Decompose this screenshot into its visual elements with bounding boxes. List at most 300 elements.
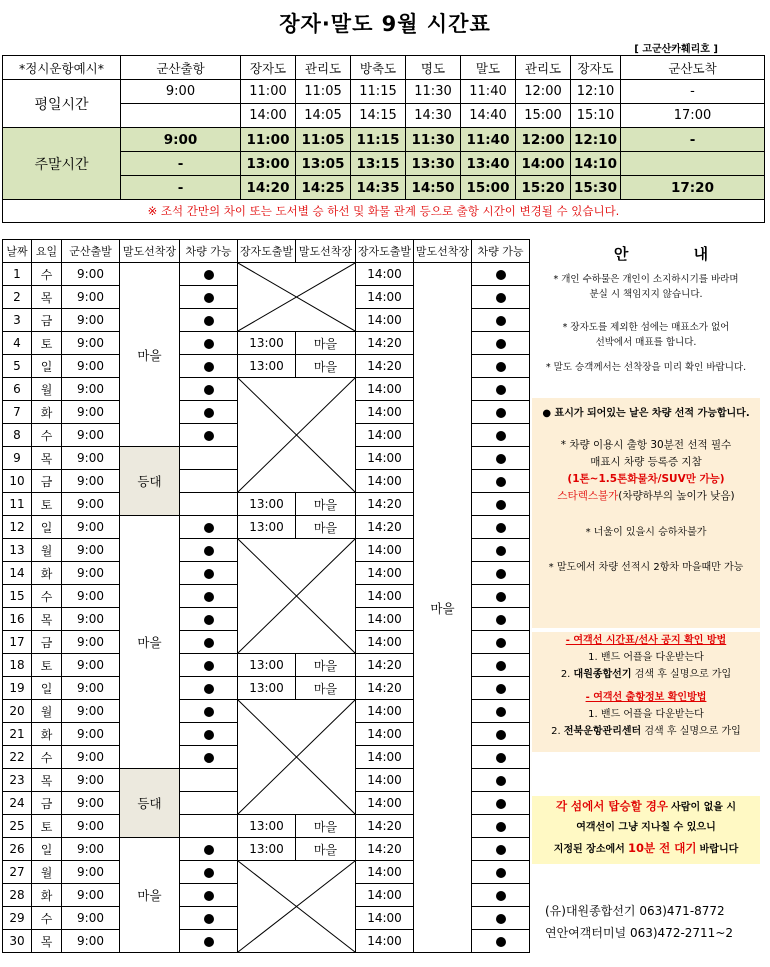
date-cell: 23 [3,769,32,792]
late-departure-cell: 14:00 [356,792,414,815]
late-dock-cell: 마을 [414,263,472,953]
departure-time-cell: 9:00 [62,447,120,470]
vehicle-available-cell [180,378,238,401]
vehicle-available-dot [204,569,214,579]
vehicle-available-cell [472,424,530,447]
vehicle-available-dot [496,845,506,855]
time-cell: 15:20 [516,176,571,200]
mid-departure-cell: 13:00 [238,815,296,838]
vehicle-notice-line: (1톤~1.5톤화물차/SUV만 가능) [567,473,725,485]
vehicle-available-dot [204,914,214,924]
header-cell: 차량 가능 [472,240,530,263]
weekday-cell: 월 [32,700,62,723]
vehicle-available-cell [472,792,530,815]
vehicle-available-cell [180,401,238,424]
time-cell [621,152,765,176]
departure-time-cell: 9:00 [62,884,120,907]
date-cell: 1 [3,263,32,286]
warning-line: 여객선이 그냥 지나칠 수 있으니 [576,822,716,833]
weekday-cell: 목 [32,930,62,953]
late-departure-cell: 14:20 [356,332,414,355]
late-departure-cell: 14:00 [356,401,414,424]
departure-time-cell: 9:00 [62,401,120,424]
late-departure-cell: 14:00 [356,424,414,447]
vehicle-available-dot [496,615,506,625]
mid-dock-cell: 마을 [296,654,356,677]
header-cell: 관리도 [296,56,351,80]
time-cell: 14:20 [241,176,296,200]
vehicle-available-cell [472,378,530,401]
dock-notice [532,360,760,375]
vehicle-available-cell [180,884,238,907]
departure-time-cell: 9:00 [62,677,120,700]
departure-time-cell: 9:00 [62,355,120,378]
weekday-cell: 수 [32,424,62,447]
departure-time-cell: 9:00 [62,861,120,884]
vehicle-notice-line: ● 표시가 되어있는 날은 차량 선적 가능합니다. [542,408,750,419]
time-cell: 11:30 [406,80,461,104]
time-cell: 9:00 [121,80,241,104]
vehicle-unavailable-cell [180,769,238,792]
weekday-cell: 금 [32,470,62,493]
vehicle-available-cell [472,815,530,838]
vehicle-available-dot [496,937,506,947]
departure-time-cell: 9:00 [62,332,120,355]
mid-departure-cell: 13:00 [238,332,296,355]
departure-time-cell: 9:00 [62,930,120,953]
mid-departure-cell: 13:00 [238,838,296,861]
vehicle-notice-line: (차량하부의 높이가 낮음) [618,490,735,502]
vehicle-available-dot [496,546,506,556]
vehicle-available-cell [180,654,238,677]
weekday-label: 평일시간 [3,80,121,128]
vehicle-available-cell [180,677,238,700]
late-departure-cell: 14:20 [356,815,414,838]
vehicle-available-dot [204,546,214,556]
date-cell: 4 [3,332,32,355]
time-cell: - [121,176,241,200]
time-cell: 14:00 [241,104,296,128]
vehicle-available-dot [496,339,506,349]
vehicle-available-cell [472,539,530,562]
departure-time-cell: 9:00 [62,263,120,286]
band-info-line: 전북운항관리센터 [563,726,642,737]
departure-time-cell: 9:00 [62,470,120,493]
time-cell: 13:30 [406,152,461,176]
time-cell: 11:00 [241,80,296,104]
mid-dock-cell: 마을 [296,815,356,838]
vehicle-available-cell [180,309,238,332]
mid-departure-cell: 13:00 [238,654,296,677]
no-service-cross [238,539,355,653]
departure-time-cell: 9:00 [62,286,120,309]
time-cell: 11:15 [351,128,406,152]
date-cell: 15 [3,585,32,608]
vehicle-available-cell [472,263,530,286]
vehicle-available-dot [496,293,506,303]
header-cell: 말도선착장 [414,240,472,263]
late-departure-cell: 14:20 [356,654,414,677]
late-departure-cell: 14:00 [356,930,414,953]
weekday-cell: 목 [32,769,62,792]
contact-line: 연안여객터미널 063)472-2711~2 [545,926,734,940]
time-cell: 11:00 [241,128,296,152]
vehicle-available-dot [496,408,506,418]
late-departure-cell: 14:20 [356,493,414,516]
vehicle-notice-line: 스타렉스불가 [557,490,619,502]
late-departure-cell: 14:00 [356,861,414,884]
date-cell: 25 [3,815,32,838]
no-service-cell [238,861,356,953]
weekday-cell: 화 [32,562,62,585]
vehicle-available-cell [472,723,530,746]
weekday-cell: 월 [32,378,62,401]
header-cell: 장자도출발 [238,240,296,263]
date-cell: 16 [3,608,32,631]
time-cell: 17:00 [621,104,765,128]
mid-dock-cell: 마을 [296,838,356,861]
vehicle-notice-line: * 너울이 있을시 승하차불가 [585,527,707,538]
weekend-row [3,128,765,152]
vehicle-available-cell [180,424,238,447]
vehicle-available-cell [472,746,530,769]
mid-departure-cell: 13:00 [238,355,296,378]
departure-time-cell: 9:00 [62,815,120,838]
warning-line: 바랍니다 [699,844,739,855]
first-dock-cell: 등대 [120,447,180,516]
time-cell: 12:10 [571,128,621,152]
band-info-line: - 여객선 시간표/선사 공지 확인 방법 [565,635,727,646]
vehicle-available-cell [180,631,238,654]
vehicle-available-cell [180,332,238,355]
vehicle-available-cell [180,700,238,723]
monthly-schedule [2,239,530,953]
time-cell: 9:00 [121,128,241,152]
warning-line: 지정된 장소에서 [553,844,625,855]
no-service-cell [238,378,356,493]
date-cell: 3 [3,309,32,332]
vehicle-available-dot [204,868,214,878]
vehicle-available-cell [180,585,238,608]
time-cell: - [121,152,241,176]
mid-departure-cell: 13:00 [238,516,296,539]
departure-time-cell: 9:00 [62,585,120,608]
vehicle-available-cell [472,470,530,493]
date-cell: 18 [3,654,32,677]
mid-dock-cell: 마을 [296,516,356,539]
time-cell: 12:10 [571,80,621,104]
weekday-cell: 금 [32,309,62,332]
vehicle-available-cell [472,907,530,930]
time-cell: 14:25 [296,176,351,200]
weekday-cell: 목 [32,608,62,631]
vehicle-available-cell [472,838,530,861]
late-departure-cell: 14:00 [356,608,414,631]
departure-time-cell: 9:00 [62,700,120,723]
vehicle-available-cell [472,861,530,884]
band-info-line: 대원종합선기 [573,669,632,680]
vehicle-available-cell [180,861,238,884]
ship-name: [ 고군산카훼리호 ] [634,44,718,55]
time-cell: 11:05 [296,80,351,104]
vehicle-available-dot [204,891,214,901]
vehicle-available-cell [472,677,530,700]
header-cell: 명도 [406,56,461,80]
band-info-line: 검색 후 실명으로 가입 [634,669,732,680]
date-cell: 13 [3,539,32,562]
late-departure-cell: 14:00 [356,447,414,470]
time-cell: 13:00 [241,152,296,176]
late-departure-cell: 14:20 [356,838,414,861]
time-cell: 11:40 [461,128,516,152]
notice-line: * 개인 수하물은 개인이 소지하시기를 바라며 [553,274,739,285]
notice-line: 선박에서 매표를 합니다. [595,337,697,348]
band-info-line: 검색 후 실명으로 가입 [644,726,741,737]
schedule-change-notice: ※ 조석 간만의 차이 또는 도서별 승 하선 및 화물 관계 등으로 출항 시간이 변경될 수 있습니다. [3,200,765,223]
mid-dock-cell: 마을 [296,677,356,700]
date-cell: 20 [3,700,32,723]
late-departure-cell: 14:00 [356,907,414,930]
vehicle-available-dot [204,615,214,625]
vehicle-available-dot [496,684,506,694]
vehicle-notice-line: 매표시 차량 등록증 지참 [590,456,702,468]
date-cell: 19 [3,677,32,700]
departure-time-cell: 9:00 [62,493,120,516]
day-row [3,263,530,286]
header-cell: 요일 [32,240,62,263]
vehicle-available-dot [204,592,214,602]
departure-time-cell: 9:00 [62,562,120,585]
date-cell: 24 [3,792,32,815]
late-departure-cell: 14:00 [356,746,414,769]
vehicle-unavailable-cell [180,792,238,815]
vehicle-available-dot [204,385,214,395]
time-cell: 14:40 [461,104,516,128]
vehicle-available-dot [496,638,506,648]
late-departure-cell: 14:00 [356,309,414,332]
departure-time-cell: 9:00 [62,907,120,930]
contact-line: (유)대원종합선기 063)471-8772 [545,904,725,918]
contact-info [545,900,760,944]
departure-time-cell: 9:00 [62,378,120,401]
vehicle-available-cell [472,700,530,723]
date-cell: 9 [3,447,32,470]
date-cell: 8 [3,424,32,447]
weekday-cell: 금 [32,631,62,654]
vehicle-available-cell [472,286,530,309]
time-cell: 13:05 [296,152,351,176]
vehicle-available-dot [204,523,214,533]
departure-time-cell: 9:00 [62,631,120,654]
vehicle-available-cell [472,585,530,608]
time-cell: 14:10 [571,152,621,176]
no-service-cross [238,700,355,814]
no-service-cell [238,263,356,332]
date-cell: 6 [3,378,32,401]
vehicle-available-cell [180,838,238,861]
vehicle-available-dot [496,477,506,487]
notice-line: * 말도 승객께서는 선착장을 미리 확인 바랍니다. [545,362,747,373]
vehicle-available-dot [496,868,506,878]
departure-time-cell: 9:00 [62,792,120,815]
late-departure-cell: 14:00 [356,884,414,907]
vehicle-available-cell [180,263,238,286]
weekday-cell: 일 [32,355,62,378]
vehicle-available-cell [180,562,238,585]
late-departure-cell: 14:00 [356,539,414,562]
time-cell: 14:35 [351,176,406,200]
header-cell: 날짜 [3,240,32,263]
vehicle-available-cell [472,562,530,585]
first-dock-cell: 마을 [120,516,180,769]
date-cell: 14 [3,562,32,585]
weekday-cell: 토 [32,493,62,516]
late-departure-cell: 14:20 [356,355,414,378]
weekday-cell: 일 [32,677,62,700]
departure-time-cell: 9:00 [62,654,120,677]
time-cell: 12:00 [516,128,571,152]
vehicle-available-dot [496,362,506,372]
vehicle-available-cell [180,355,238,378]
notice-line: 분실 시 책임지지 않습니다. [589,289,703,300]
vehicle-unavailable-cell [180,470,238,493]
vehicle-available-dot [496,385,506,395]
vehicle-available-cell [472,608,530,631]
first-dock-cell: 등대 [120,769,180,838]
departure-time-cell: 9:00 [62,838,120,861]
vehicle-notice-line: * 차량 이용시 출항 30분전 선적 필수 [560,439,732,451]
vehicle-available-dot [204,753,214,763]
vehicle-available-dot [496,661,506,671]
header-cell: *정시운항예시* [3,56,121,80]
departure-time-cell: 9:00 [62,309,120,332]
departure-time-cell: 9:00 [62,723,120,746]
vehicle-available-cell [180,723,238,746]
late-departure-cell: 14:00 [356,562,414,585]
weekday-cell: 수 [32,907,62,930]
weekday-cell: 일 [32,516,62,539]
time-cell: 14:30 [406,104,461,128]
warning-line: 사람이 없을 시 [671,802,737,813]
late-departure-cell: 14:00 [356,700,414,723]
vehicle-available-dot [496,270,506,280]
vehicle-available-dot [204,845,214,855]
vehicle-available-cell [472,401,530,424]
vehicle-available-cell [472,309,530,332]
first-dock-cell: 마을 [120,838,180,953]
vehicle-available-cell [472,654,530,677]
time-cell [121,104,241,128]
header-cell: 장자도출발 [356,240,414,263]
vehicle-available-dot [496,431,506,441]
time-cell: 15:30 [571,176,621,200]
band-info-box [532,632,760,752]
header-cell: 방축도 [351,56,406,80]
vehicle-available-dot [496,592,506,602]
departure-time-cell: 9:00 [62,746,120,769]
info-title: 안 내 [613,245,739,263]
vehicle-available-dot [496,454,506,464]
header-cell: 장자도 [571,56,621,80]
time-cell: 14:50 [406,176,461,200]
vehicle-available-dot [204,684,214,694]
vehicle-available-cell [180,746,238,769]
vehicle-available-dot [496,822,506,832]
vehicle-available-dot [496,316,506,326]
no-service-cross [238,861,355,952]
vehicle-available-dot [204,661,214,671]
no-service-cross [238,263,355,331]
vehicle-available-cell [472,493,530,516]
header-cell: 말도선착장 [296,240,356,263]
vehicle-available-cell [472,769,530,792]
late-departure-cell: 14:00 [356,286,414,309]
time-cell: 17:20 [621,176,765,200]
date-cell: 21 [3,723,32,746]
weekday-row [3,80,765,104]
weekday-cell: 수 [32,746,62,769]
vehicle-available-dot [496,776,506,786]
vehicle-available-cell [180,539,238,562]
vehicle-available-cell [180,286,238,309]
vehicle-available-cell [472,447,530,470]
weekday-cell: 화 [32,401,62,424]
band-info-line: 1. 밴드 어플을 다운받는다 [588,709,704,720]
vehicle-available-cell [180,930,238,953]
late-departure-cell: 14:00 [356,263,414,286]
weekday-cell: 수 [32,263,62,286]
vehicle-available-cell [472,631,530,654]
late-departure-cell: 14:20 [356,516,414,539]
late-departure-cell: 14:00 [356,631,414,654]
vehicle-available-dot [204,408,214,418]
time-cell: - [621,80,765,104]
header-cell: 관리도 [516,56,571,80]
weekday-cell: 금 [32,792,62,815]
warning-line: 각 섬에서 탑승할 경우 [555,799,668,813]
vehicle-available-dot [204,362,214,372]
weekday-cell: 토 [32,654,62,677]
date-cell: 30 [3,930,32,953]
departure-time-cell: 9:00 [62,608,120,631]
vehicle-available-dot [204,270,214,280]
no-service-cell [238,539,356,654]
late-departure-cell: 14:00 [356,769,414,792]
vehicle-available-dot [496,891,506,901]
date-cell: 29 [3,907,32,930]
vehicle-notice-line: * 말도에서 차량 선적시 2항차 마을때만 가능 [548,562,744,573]
vehicle-available-dot [204,707,214,717]
time-cell: 15:10 [571,104,621,128]
time-cell: - [621,128,765,152]
weekday-cell: 목 [32,286,62,309]
vehicle-available-cell [180,907,238,930]
vehicle-available-dot [496,730,506,740]
band-info-line: - 여객선 출항정보 확인방법 [585,692,707,703]
ticket-notice [532,320,760,350]
weekday-cell: 토 [32,815,62,838]
vehicle-unavailable-cell [180,493,238,516]
time-cell: 11:40 [461,80,516,104]
header-cell: 군산출항 [121,56,241,80]
page-title: 장자·말도 9월 시간표 [279,12,491,36]
time-cell: 13:40 [461,152,516,176]
late-departure-cell: 14:00 [356,378,414,401]
header-cell: 군산출발 [62,240,120,263]
date-cell: 28 [3,884,32,907]
weekday-cell: 목 [32,447,62,470]
weekday-cell: 화 [32,723,62,746]
